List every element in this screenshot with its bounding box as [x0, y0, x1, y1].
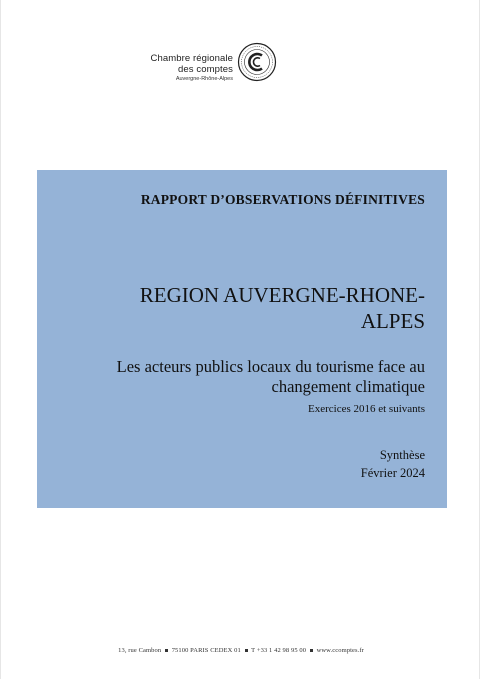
separator-square [245, 649, 248, 652]
footer-street: 13, rue Cambon [118, 647, 162, 654]
logo-line-comptes: des comptes [178, 64, 233, 75]
region-title: REGION AUVERGNE-RHONE-ALPES [139, 283, 425, 333]
cover-box [37, 170, 447, 508]
separator-square [165, 649, 168, 652]
crc-logo [121, 40, 281, 95]
report-date: Février 2024 [360, 466, 425, 480]
footer-website[interactable]: www.ccomptes.fr [316, 647, 364, 654]
report-type: RAPPORT D’OBSERVATIONS DÉFINITIVES [140, 192, 425, 207]
separator-square [310, 649, 313, 652]
logo-line-region: Auvergne-Rhône-Alpes [175, 76, 233, 82]
report-subtitle: Les acteurs publics locaux du tourisme face au changement climatique [116, 357, 425, 396]
synthese-label: Synthèse [379, 448, 425, 462]
ccomptes-seal-icon [237, 42, 277, 82]
logo-line-chambre: Chambre régionale [150, 53, 233, 64]
footer-address [1, 647, 480, 654]
logo-text [151, 53, 234, 84]
footer-city: 75100 PARIS CEDEX 01 [171, 647, 241, 654]
footer-phone: T +33 1 42 98 95 00 [251, 647, 307, 654]
exercices-period: Exercices 2016 et suivants [308, 403, 425, 415]
